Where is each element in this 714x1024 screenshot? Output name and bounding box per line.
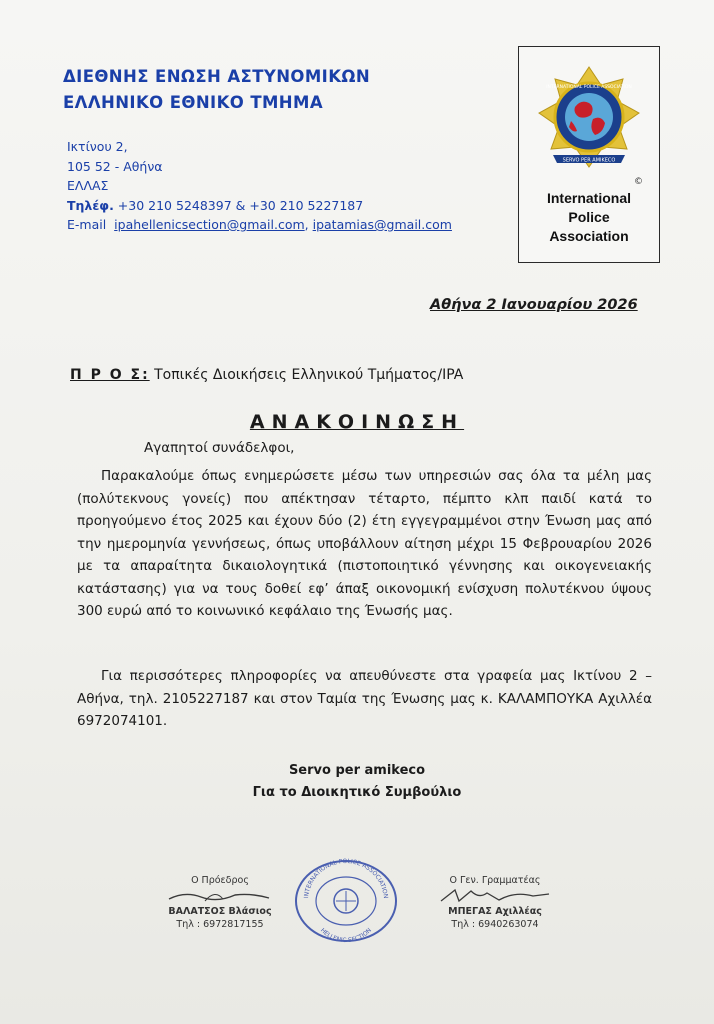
signature-phone: Τηλ : 6972817155 <box>176 919 264 930</box>
logo-ring-text: INTERNATIONAL POLICE ASSOCIATION <box>546 85 632 90</box>
official-stamp <box>293 858 399 948</box>
logo-ribbon-text: SERVO PER AMIKECO <box>562 157 616 164</box>
recipient-label: Π Ρ Ο Σ: <box>70 367 150 383</box>
signature-scribble-icon <box>165 887 275 905</box>
closing-motto: Servo per amikeco <box>288 763 426 778</box>
address-city: 105 52 - Αθήνα <box>67 158 163 174</box>
stamp-emblem-icon <box>293 858 399 944</box>
stamp-bottom-text: HELLENIC SECTION <box>318 926 374 944</box>
recipient-text: Τοπικές Διοικήσεις Ελληνικού Τμήματος/IPA <box>149 367 464 383</box>
logo-caption-line3: Association <box>549 228 629 244</box>
ipa-emblem-icon <box>531 61 647 177</box>
address-street: Ικτίνου 2, <box>67 139 128 154</box>
letter-date: Αθήνα 2 Ιανουαρίου 2026 <box>430 297 638 313</box>
salutation: Αγαπητοί συνάδελφοι, <box>144 440 295 456</box>
org-title <box>63 64 370 116</box>
copyright-symbol: © <box>634 177 643 187</box>
org-name-line2: ΕΛΛΗΝΙΚΟ ΕΘΝΙΚΟ ΤΜΗΜΑ <box>63 93 324 112</box>
signature-scribble-icon <box>435 887 555 905</box>
address-country: ΕΛΛΑΣ <box>67 178 109 193</box>
email-label: E-mail <box>67 217 107 232</box>
logo-caption <box>519 189 659 246</box>
body-paragraph-2: Για περισσότερες πληροφορίες να απευθύνεστε στα γραφεία μας Ικτίνου 2 – Αθήνα, τηλ. 2105227187 και στον Ταμία της Ένωσης μας κ. ΚΑΛΑΜΠΟΥΚΑ Αχιλλέα 6972074101. <box>77 668 652 729</box>
email-separator: , <box>304 217 313 232</box>
body-paragraph-1: Παρακαλούμε όπως ενημερώσετε μέσω των υπηρεσιών σας όλα τα μέλη μας (πολύτεκνους γονείς) που απέκτησαν τέταρτο, πέμπτο κλπ παιδί κατά το προηγούμενο έτος 2025 και έχουν δύο (2) έτη εγγεγραμμένοι στην Ένωση μας από την ημερομηνία γεννήσεως, όπως υποβάλλουν αίτηση μέχρι 15 Φεβρουαρίου 2026 με τα απαραίτητα δικαιολογητικά (πιστοποιητικό γέννησης και οικογενειακής κατάστασης) για να τους δοθεί εφ’ άπαξ οικονομική ενίσχυση πολυτέκνου ύψους 300 ευρώ από το κοινωνικό κεφάλαιο της Ένωσής μας. <box>77 468 652 619</box>
signature-name: ΜΠΕΓΑΣ Αχιλλέας <box>448 906 542 917</box>
signature-name: ΒΑΛΑΤΣΟΣ Βλάσιος <box>168 906 272 917</box>
signature-phone: Τηλ : 6940263074 <box>451 919 539 930</box>
closing-board: Για το Διοικητικό Συμβούλιο <box>252 785 462 800</box>
signature-role: Ο Γεν. Γραμματέας <box>449 875 541 886</box>
logo-caption-line2: Police <box>568 209 610 225</box>
signature-secretary <box>425 874 565 931</box>
closing-block <box>0 760 714 804</box>
email-line <box>67 215 452 235</box>
recipient-line <box>70 367 463 383</box>
stamp-top-text: INTERNATIONAL POLICE ASSOCIATION <box>303 858 389 899</box>
signature-president <box>150 874 290 931</box>
org-name-line1: ΔΙΕΘΝΗΣ ΕΝΩΣΗ ΑΣΤΥΝΟΜΙΚΩΝ <box>63 67 371 86</box>
phone-label: Τηλέφ. <box>67 197 114 213</box>
phone-line <box>67 196 452 216</box>
email-link-1[interactable]: ipahellenicsection@gmail.com <box>114 217 305 232</box>
svg-text:HELLENIC SECTION <box>319 927 373 944</box>
address-block <box>67 137 452 235</box>
ipa-logo-box <box>518 46 660 263</box>
email-link-2[interactable]: ipatamias@gmail.com <box>312 217 452 232</box>
phone-numbers: +30 210 5248397 & +30 210 5227187 <box>113 197 364 213</box>
signature-role: Ο Πρόεδρος <box>191 875 249 886</box>
logo-caption-line1: International <box>546 190 631 206</box>
announcement-title: ΑΝΑΚΟΙΝΩΣΗ <box>249 411 465 433</box>
